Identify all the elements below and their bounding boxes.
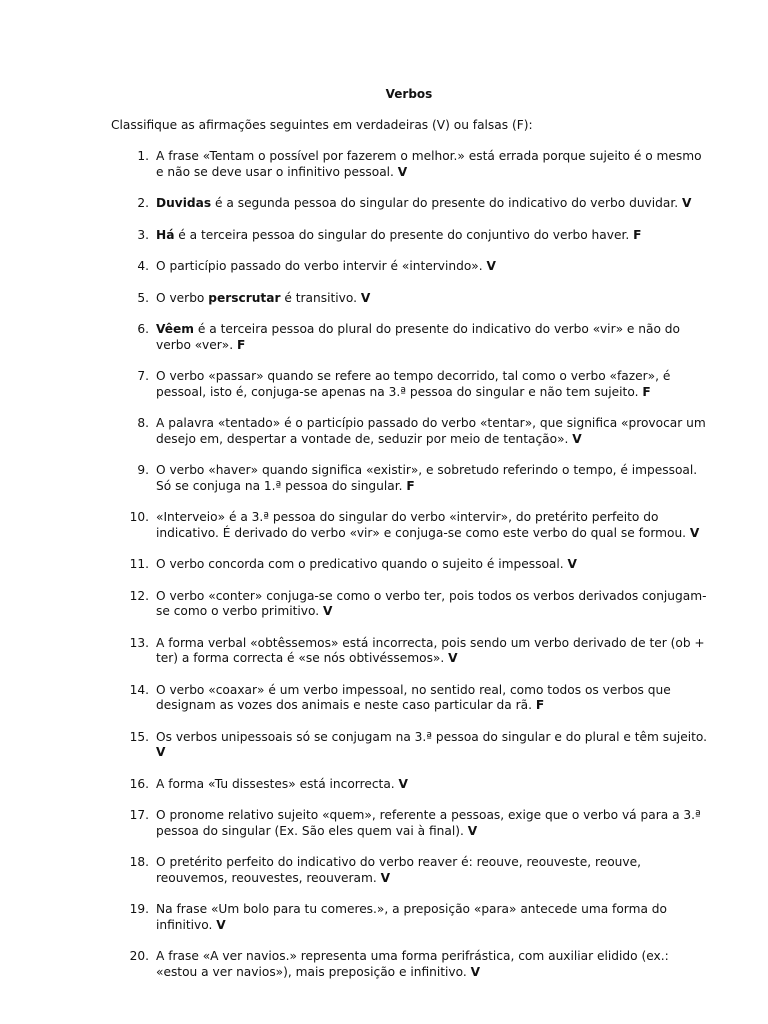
statement-item (111, 416, 711, 447)
answer-mark: F (535, 698, 545, 712)
statement-text: A frase «Tentam o possível por fazerem o melhor.» está errada porque sujeito é o mesmo e não se deve usar o infinitivo pessoal. (156, 149, 702, 179)
item-number: 11. (129, 557, 149, 571)
answer-mark: F (236, 337, 246, 352)
statement-text: O verbo «coaxar» é um verbo impessoal, no sentido real, como todos os verbos que designam as vozes dos animais e neste caso particular da rã. (156, 682, 671, 712)
answer-mark: V (572, 431, 582, 446)
item-number: 7. (137, 369, 149, 383)
statement-item (111, 463, 711, 494)
statement-item (111, 259, 711, 275)
statement-text: A forma verbal «obtêssemos» está incorrecta, pois sendo um verbo derivado de ter (ob + ter) a forma correcta é «se nós obtivéssemos». (156, 635, 705, 665)
statement-item (111, 510, 711, 541)
answer-mark: V (216, 917, 226, 932)
statement-keyword: Vêem (156, 322, 194, 336)
statement-text: O verbo «conter» conjuga-se como o verbo ter, pois todos os verbos derivados conjugam-se como o verbo primitivo. (156, 588, 707, 618)
statement-item (111, 291, 711, 307)
item-number: 12. (129, 588, 149, 603)
statement-text: O pretérito perfeito do indicativo do verbo reaver é: reouve, reouveste, reouve, reouvemos, reouvestes, reouveram. (156, 855, 641, 885)
item-number: 9. (137, 463, 149, 477)
statement-text: Os verbos unipessoais só se conjugam na 3.ª pessoa do singular e do plural e têm sujeito. (156, 729, 708, 744)
statement-item (111, 589, 711, 620)
answer-mark: V (682, 196, 692, 210)
statement-item (111, 196, 711, 212)
statement-keyword: perscrutar (208, 290, 281, 305)
statement-text: O verbo «passar» quando se refere ao tempo decorrido, tal como o verbo «fazer», é pessoal, isto é, conjuga-se apenas na 3.ª pessoa do singular e não tem sujeito. (156, 369, 671, 399)
statement-keyword: Duvidas (156, 196, 212, 210)
statement-item (111, 902, 711, 933)
answer-mark: F (633, 227, 642, 242)
statement-text: A palavra «tentado» é o particípio passado do verbo «tentar», que significa «provocar um desejo em, despertar a vontade de, seduzir por meio de tentação». (156, 416, 706, 446)
statement-item (111, 557, 711, 573)
statement-item (111, 777, 711, 793)
statement-item (111, 369, 711, 400)
statement-text: «Interveio» é a 3.ª pessoa do singular do verbo «intervir», do pretérito perfeito do indicativo. É derivado do verbo «vir» e conjuga-se como este verbo do qual se formou. (156, 510, 687, 540)
statement-text: é a terceira pessoa do plural do presente do indicativo do verbo «vir» e não do verbo «ver». (156, 322, 680, 352)
answer-mark: V (470, 964, 481, 979)
statement-text: é a segunda pessoa do singular do presente do indicativo do verbo duvidar. (211, 196, 679, 210)
item-number: 2. (137, 196, 149, 210)
answer-mark: V (689, 525, 700, 540)
item-number: 1. (137, 149, 149, 163)
item-number: 19. (129, 902, 149, 916)
statement-item (111, 855, 711, 886)
statement-text: O pronome relativo sujeito «quem», referente a pessoas, exige que o verbo vá para a 3.ª pessoa do singular (Ex. São eles quem vai à final). (156, 808, 701, 838)
item-number: 4. (137, 259, 149, 273)
statement-list (111, 149, 711, 996)
answer-mark: V (380, 870, 391, 885)
statement-item (111, 730, 711, 761)
statement-text: O particípio passado do verbo intervir é «intervindo». (156, 259, 483, 273)
statement-item (111, 808, 711, 839)
item-number: 5. (137, 290, 149, 305)
answer-mark: F (642, 384, 651, 399)
item-number: 18. (129, 855, 149, 869)
item-number: 17. (129, 808, 149, 822)
item-number: 8. (137, 416, 149, 430)
answer-mark: V (448, 651, 458, 665)
statement-text: A frase «A ver navios.» representa uma forma perifrástica, com auxiliar elidido (ex.: «estou a ver navios»), mais preposição e infinitivo. (156, 949, 669, 979)
statement-item (111, 683, 711, 714)
page-title: Verbos (385, 87, 433, 101)
item-number: 15. (129, 729, 149, 744)
item-number: 6. (137, 322, 149, 336)
statement-text: O verbo «haver» quando significa «existir», e sobretudo referindo o tempo, é impessoal. Só se conjuga na 1.ª pessoa do singular. (156, 463, 698, 493)
item-number: 10. (129, 510, 149, 524)
statement-item (111, 149, 711, 180)
statement-text: é transitivo. (280, 290, 357, 305)
item-number: 3. (137, 227, 149, 242)
statement-item (111, 322, 711, 353)
item-number: 20. (129, 949, 149, 963)
statement-text: O verbo concorda com o predicativo quando o sujeito é impessoal. (156, 557, 564, 571)
statement-text: A forma «Tu dissestes» está incorrecta. (156, 776, 395, 791)
statement-item (111, 636, 711, 667)
statement-item (111, 228, 711, 244)
answer-mark: V (567, 557, 577, 571)
answer-mark: V (397, 164, 408, 179)
answer-mark: V (467, 823, 478, 838)
answer-mark: V (322, 604, 333, 618)
answer-mark: V (156, 745, 166, 759)
answer-mark: F (406, 478, 415, 493)
answer-mark: V (486, 259, 496, 273)
statement-text-lead: O verbo (156, 290, 209, 305)
statement-keyword: Há (156, 227, 175, 242)
answer-mark: V (398, 776, 408, 791)
answer-mark: V (360, 290, 371, 305)
instructions: Classifique as afirmações seguintes em verdadeiras (V) ou falsas (F): (111, 118, 533, 132)
item-number: 14. (129, 682, 149, 697)
statement-text: é a terceira pessoa do singular do presente do conjuntivo do verbo haver. (174, 227, 630, 242)
statement-item (111, 949, 711, 980)
item-number: 16. (129, 776, 149, 791)
statement-text: Na frase «Um bolo para tu comeres.», a preposição «para» antecede uma forma do infinitivo. (156, 902, 667, 932)
item-number: 13. (129, 635, 149, 650)
